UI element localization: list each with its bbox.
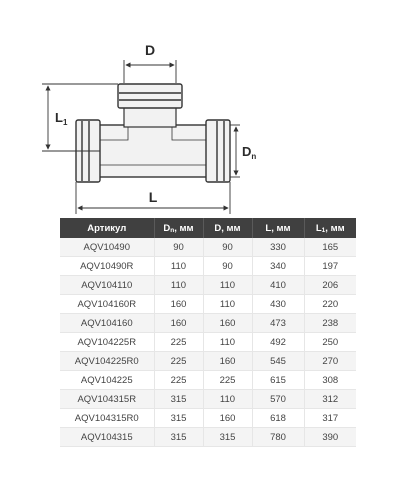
value-cell: 410 — [252, 276, 304, 295]
article-cell: AQV104225R — [60, 333, 154, 352]
value-cell: 238 — [304, 314, 356, 333]
value-cell: 110 — [203, 276, 252, 295]
table-row — [60, 333, 356, 352]
table-row — [60, 390, 356, 409]
value-cell: 312 — [304, 390, 356, 409]
article-cell: AQV104315 — [60, 428, 154, 447]
value-cell: 160 — [203, 314, 252, 333]
spec-table-header — [60, 218, 356, 238]
table-row — [60, 295, 356, 314]
article-cell: AQV10490R — [60, 257, 154, 276]
table-row — [60, 257, 356, 276]
column-header: $L_1$, мм — [304, 218, 356, 238]
value-cell: 270 — [304, 352, 356, 371]
value-cell: 315 — [203, 428, 252, 447]
value-cell: 110 — [203, 333, 252, 352]
table-row — [60, 352, 356, 371]
value-cell: 780 — [252, 428, 304, 447]
header-row — [60, 218, 356, 238]
tee-fitting-drawing — [0, 0, 400, 215]
value-cell: 340 — [252, 257, 304, 276]
article-cell: AQV10490 — [60, 238, 154, 257]
value-cell: 225 — [154, 352, 203, 371]
dn-label: $D_n$ — [242, 144, 257, 161]
article-cell: AQV104225R0 — [60, 352, 154, 371]
value-cell: 160 — [203, 409, 252, 428]
value-cell: 110 — [203, 390, 252, 409]
value-cell: 308 — [304, 371, 356, 390]
table-row — [60, 314, 356, 333]
column-header: L, мм — [252, 218, 304, 238]
value-cell: 206 — [304, 276, 356, 295]
article-cell: AQV104315R — [60, 390, 154, 409]
value-cell: 250 — [304, 333, 356, 352]
value-cell: 90 — [154, 238, 203, 257]
article-cell: AQV104160R — [60, 295, 154, 314]
column-header: Артикул — [60, 218, 154, 238]
branch-socket — [118, 84, 182, 108]
l-label: L — [148, 189, 158, 205]
column-header: D, мм — [203, 218, 252, 238]
value-cell: 160 — [154, 314, 203, 333]
value-cell: 90 — [203, 257, 252, 276]
main-pipe — [98, 125, 208, 177]
value-cell: 110 — [154, 257, 203, 276]
value-cell: 430 — [252, 295, 304, 314]
table-row — [60, 409, 356, 428]
table-row — [60, 276, 356, 295]
right-socket — [206, 120, 230, 182]
value-cell: 330 — [252, 238, 304, 257]
value-cell: 473 — [252, 314, 304, 333]
value-cell: 615 — [252, 371, 304, 390]
value-cell: 390 — [304, 428, 356, 447]
value-cell: 317 — [304, 409, 356, 428]
article-cell: AQV104315R0 — [60, 409, 154, 428]
value-cell: 160 — [203, 352, 252, 371]
spec-table-body — [60, 238, 356, 447]
column-header: $D_n$, мм — [154, 218, 203, 238]
value-cell: 220 — [304, 295, 356, 314]
value-cell: 545 — [252, 352, 304, 371]
value-cell: 618 — [252, 409, 304, 428]
l1-label: $L_1$ — [55, 110, 68, 127]
d-label: D — [144, 42, 156, 58]
value-cell: 160 — [154, 295, 203, 314]
table-row — [60, 371, 356, 390]
article-cell: AQV104160 — [60, 314, 154, 333]
article-cell: AQV104225 — [60, 371, 154, 390]
value-cell: 110 — [203, 295, 252, 314]
value-cell: 315 — [154, 409, 203, 428]
value-cell: 110 — [154, 276, 203, 295]
table-row — [60, 428, 356, 447]
value-cell: 315 — [154, 390, 203, 409]
value-cell: 165 — [304, 238, 356, 257]
article-cell: AQV104110 — [60, 276, 154, 295]
tee-body — [76, 84, 230, 182]
value-cell: 90 — [203, 238, 252, 257]
spec-table — [60, 218, 356, 447]
value-cell: 197 — [304, 257, 356, 276]
value-cell: 570 — [252, 390, 304, 409]
value-cell: 315 — [154, 428, 203, 447]
table-row — [60, 238, 356, 257]
value-cell: 225 — [154, 333, 203, 352]
value-cell: 492 — [252, 333, 304, 352]
value-cell: 225 — [203, 371, 252, 390]
value-cell: 225 — [154, 371, 203, 390]
